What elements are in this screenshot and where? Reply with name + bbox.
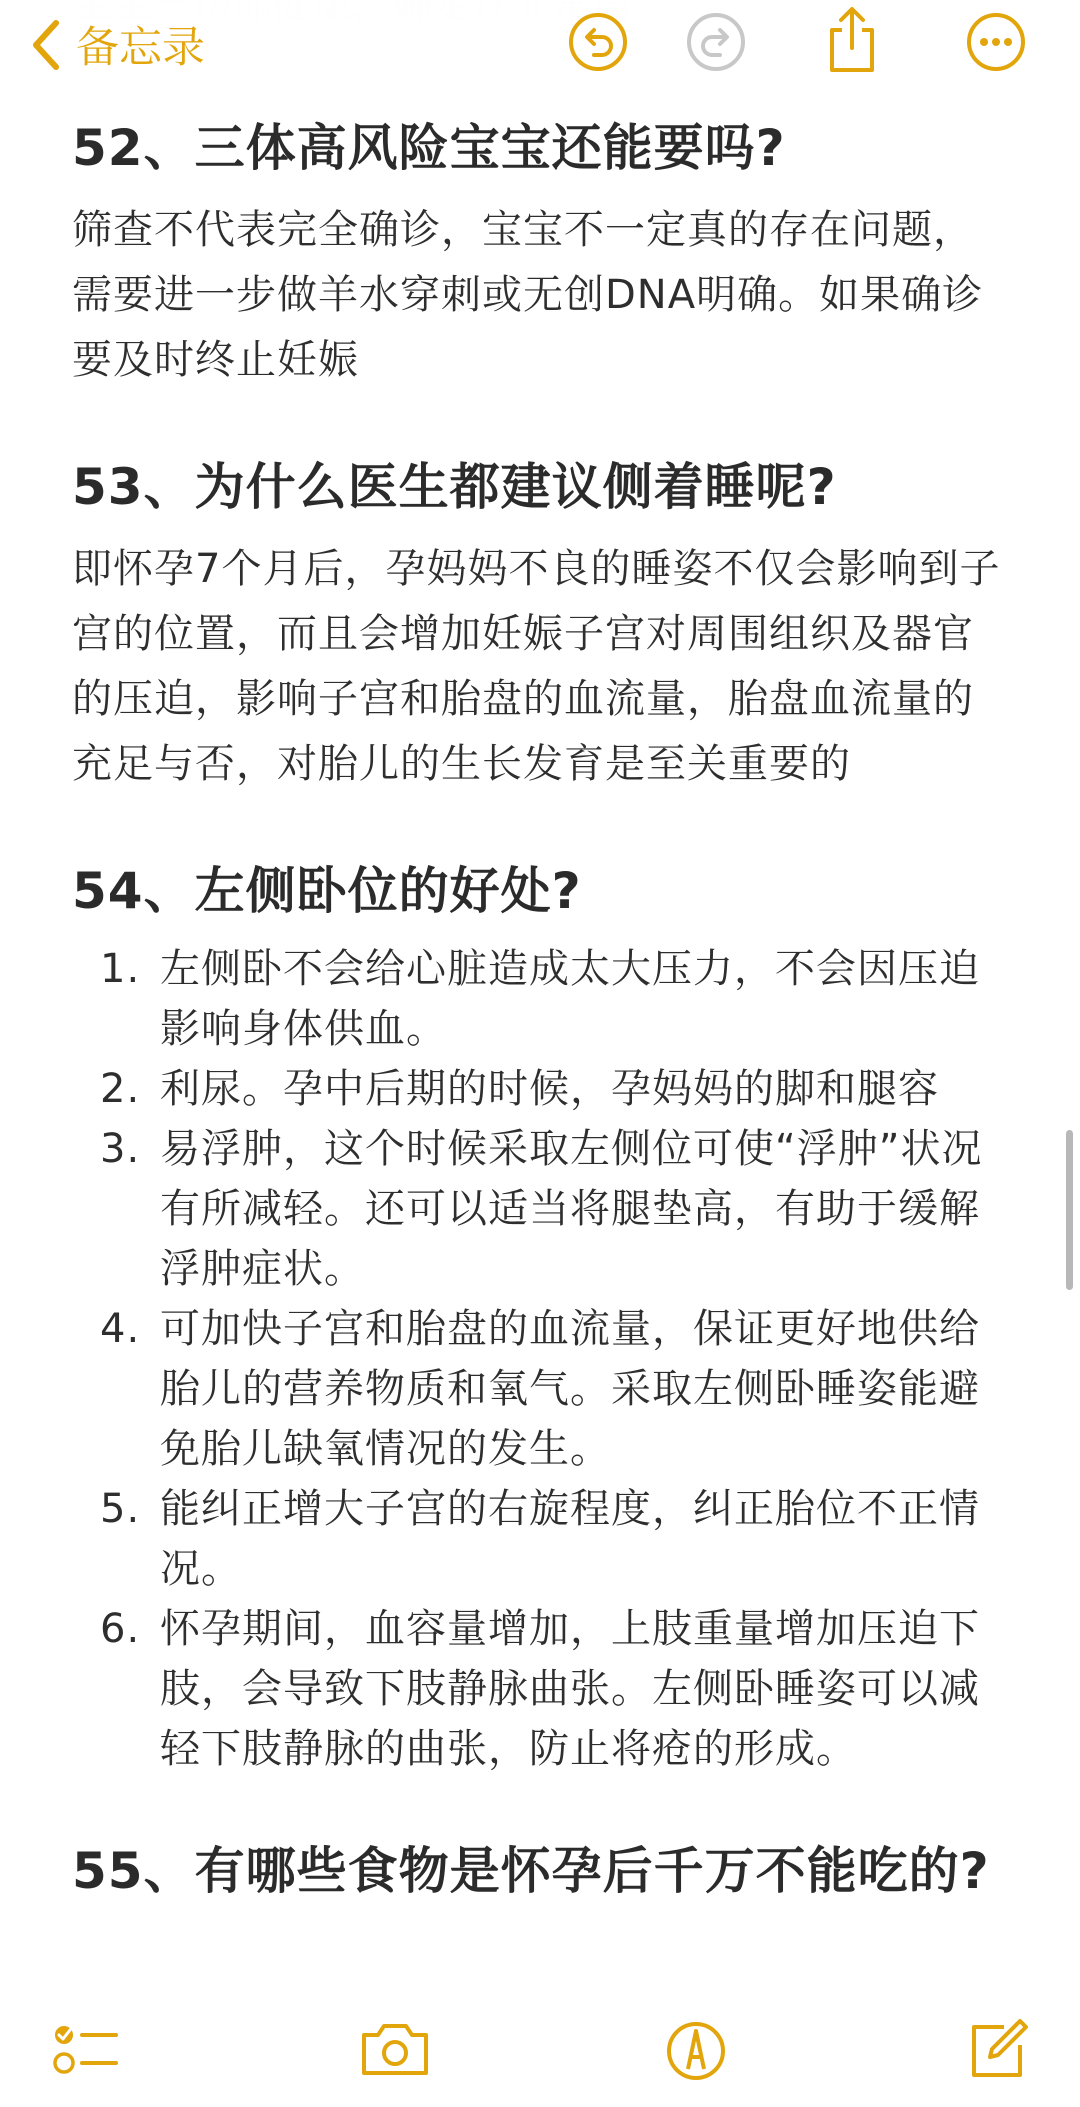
list-item xyxy=(72,1299,1012,1479)
list-item xyxy=(72,1059,1012,1119)
list-item-text: 利尿。孕中后期的时候，孕妈妈的脚和腿容 xyxy=(160,1066,939,1112)
back-button[interactable] xyxy=(28,14,205,75)
list-number: 1. xyxy=(100,946,141,992)
top-navigation-bar xyxy=(0,0,1080,92)
section-paragraph: 筛查不代表完全确诊，宝宝不一定真的存在问题，需要进一步做羊水穿刺或无创DNA明确。如果确诊要及时终止妊娠 xyxy=(72,207,984,383)
list-item-text: 怀孕期间，血容量增加，上肢重量增加压迫下肢，会导致下肢静脉曲张。左侧卧睡姿可以减轻下肢静脉的曲张，防止将疮的形成。 xyxy=(160,1606,980,1772)
list-item-text: 可加快子宫和胎盘的血流量，保证更好地供给胎儿的营养物质和氧气。采取左侧卧睡姿能避免胎儿缺氧情况的发生。 xyxy=(160,1306,980,1472)
list-number: 4. xyxy=(100,1306,141,1352)
chevron-left-icon xyxy=(28,19,62,71)
list-number: 5. xyxy=(100,1486,141,1532)
section-paragraph: 即怀孕7个月后，孕妈妈不良的睡姿不仅会影响到子宫的位置，而且会增加妊娠子宫对周围组织及器官的压迫，影响子宫和胎盘的血流量，胎盘血流量的充足与否，对胎儿的生长发育是至关重要的 xyxy=(72,546,1001,787)
list-item xyxy=(72,939,1012,1059)
list-item xyxy=(72,1119,1012,1299)
section-52 xyxy=(72,116,1012,393)
section-heading: 55、有哪些食物是怀孕后千万不能吃的? xyxy=(72,1842,990,1900)
camera-icon[interactable] xyxy=(358,2017,432,2081)
section-heading: 52、三体高风险宝宝还能要吗? xyxy=(72,119,786,177)
section-heading: 54、左侧卧位的好处? xyxy=(72,862,582,920)
list-item-text: 能纠正增大子宫的右旋程度，纠正胎位不正情况。 xyxy=(160,1486,980,1592)
section-54 xyxy=(72,859,1012,1779)
section-53 xyxy=(72,455,1012,797)
undo-icon[interactable] xyxy=(566,10,630,74)
more-icon[interactable] xyxy=(964,10,1028,74)
list-number: 2. xyxy=(100,1066,141,1112)
list-number: 3. xyxy=(100,1126,141,1172)
list-item xyxy=(72,1599,1012,1779)
list-item xyxy=(72,1479,1012,1599)
list-number: 6. xyxy=(100,1606,141,1652)
back-label: 备忘录 xyxy=(76,23,205,73)
numbered-list xyxy=(72,939,1012,1779)
checklist-icon[interactable] xyxy=(52,2017,122,2081)
note-body[interactable] xyxy=(72,92,1012,1903)
redo-icon[interactable] xyxy=(684,10,748,74)
list-item-text: 易浮肿，这个时候采取左侧位可使“浮肿”状况有所减轻。还可以适当将腿垫高，有助于缓解浮肿症状。 xyxy=(160,1126,983,1292)
compose-icon[interactable] xyxy=(964,2017,1030,2081)
share-icon[interactable] xyxy=(820,4,884,76)
list-item-text: 左侧卧不会给心脏造成太大压力，不会因压迫影响身体供血。 xyxy=(160,946,980,1052)
markup-pen-icon[interactable] xyxy=(664,2017,728,2081)
vertical-scrollbar[interactable] xyxy=(1066,1130,1073,1290)
section-55 xyxy=(72,1839,1012,1903)
bottom-toolbar xyxy=(0,1995,1080,2107)
section-heading: 53、为什么医生都建议侧着睡呢? xyxy=(72,458,837,516)
